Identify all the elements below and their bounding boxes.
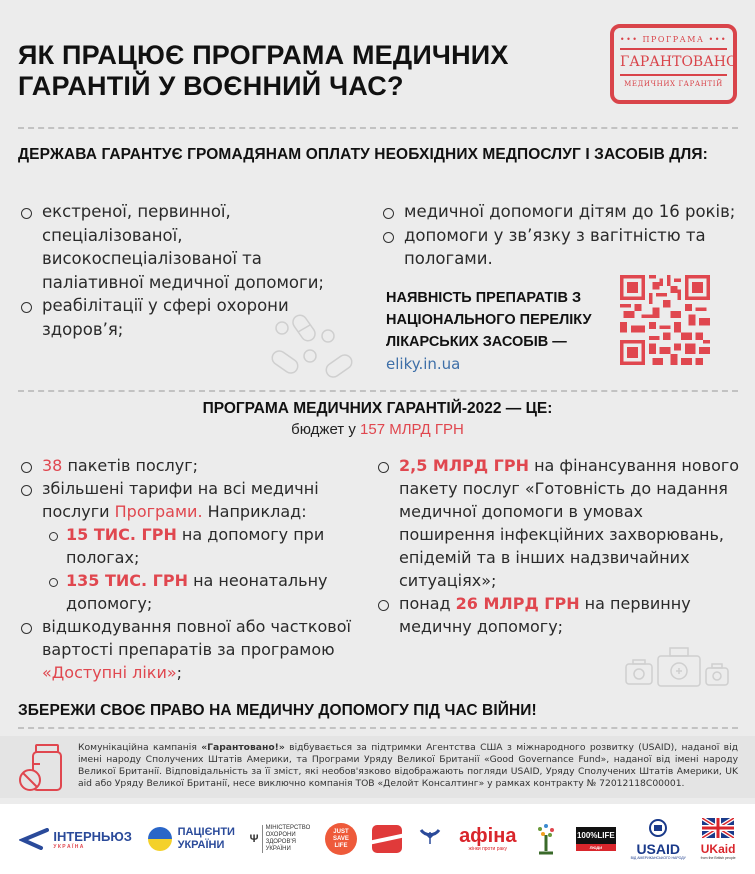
sub-list (46, 523, 363, 615)
list-item: медичної допомоги дітям до 16 років; (380, 200, 750, 224)
garantovano-stamp-logo (610, 24, 737, 104)
title-line-1: ЯК ПРАЦЮЄ ПРОГРАМА МЕДИЧНИХ (18, 40, 509, 70)
tree-icon (531, 821, 561, 857)
logo-just-save-life: JUST SAVE LIFE (325, 823, 357, 855)
divider (18, 127, 738, 129)
eliky-heading-2: НАЦІОНАЛЬНОГО ПЕРЕЛІКУ (386, 312, 592, 328)
budget-line (0, 421, 755, 438)
medicine-bottle-icon (18, 742, 68, 794)
logo-ukaid: UKaid from the British people (701, 818, 736, 860)
eliky-block (386, 287, 592, 376)
logo-usaid: USAID ВІД АМЕРИКАНСЬКОГО НАРОДУ (631, 819, 686, 860)
logo-100-life: 100%LIFE ЛЮДИ (576, 827, 616, 851)
list-item: відшкодування повної або часткової вартості препаратів за програмою «Доступні ліки»; (18, 615, 363, 684)
stamp-middle-text: ГАРАНТОВАНО (620, 48, 727, 76)
logo-ministry-of-health: Ψ МІНІСТЕРСТВО ОХОРОНИ ЗДОРОВ'Я УКРАЇНИ (249, 825, 311, 852)
section1-right-list (380, 200, 750, 271)
title-line-2: ГАРАНТІЙ У ВОЄННИЙ ЧАС? (18, 71, 404, 101)
sub-list-item: 15 ТИС. ГРН на допомогу при пологах; (46, 523, 363, 569)
divider (18, 390, 738, 392)
union-jack-icon (702, 818, 734, 838)
eliky-heading-1: НАЯВНІСТЬ ПРЕПАРАТІВ З (386, 290, 582, 306)
stamp-bottom-text: МЕДИЧНИХ ГАРАНТІЙ (624, 80, 723, 88)
logo-red-badge (372, 825, 402, 853)
section2-left-list (18, 454, 363, 684)
packages-count: 38 (42, 456, 63, 475)
logo-blue-crescent (416, 824, 444, 854)
crescent-tree-icon (416, 824, 444, 854)
section2-heading: ПРОГРАМА МЕДИЧНИХ ГАРАНТІЙ-2022 — ЦЕ: (202, 400, 553, 417)
list-item: понад 26 МЛРД ГРН на первинну медичну допомогу; (375, 592, 740, 638)
logo-patients-of-ukraine: ПАЦІЄНТИ УКРАЇНИ (147, 826, 235, 852)
page-title (18, 40, 509, 102)
pills-decoration-icon (262, 308, 362, 388)
logo-internews: ІНТЕРНЬЮЗ У К Р А Ї Н А (19, 828, 132, 850)
list-item: екстреної, первинної, спеціалізованої, високоспеціалізованої та паліативної медичної допомоги; (18, 200, 338, 294)
section2-right-list (375, 454, 740, 638)
ukraine-flag-circle-icon (147, 826, 173, 852)
stamp-top-text: ••• ПРОГРАМА ••• (619, 35, 728, 44)
eliky-link[interactable]: eliky.in.ua (386, 355, 461, 373)
usaid-seal-icon (649, 819, 667, 837)
logo-afina: афіна жінки проти раку (459, 825, 517, 852)
list-item: допомоги у зв’язку з вагітністю та пологами. (380, 224, 750, 271)
disclaimer-text: Комунікаційна кампанія «Гарантовано!» відбувається за підтримки Агентства США з міжнародного розвитку (USAID), наданої від імені народу Сполучених Штатів Америки, та Програми Уряду Великої Британії «Good Governance Fund», наданої від імені народу Великої Британії. Відповідальність за її зміст, які необов'язково відображають погляди USAID, Уряду Сполучених Штатів Америки, UK aid або Уряду Великої Британії, несе виключно компанія ТОВ «Делойт Консалтинг» у рамках контракту № 72012118C00001. (78, 742, 739, 789)
first-aid-kits-icon (622, 640, 732, 688)
list-item: 2,5 МЛРД ГРН на фінансування нового пакету послуг «Готовність до надання медичної допомоги в умовах поширення інфекційних захворювань, епідемій та в інших надзвичайних ситуаціях»; (375, 454, 740, 592)
divider (18, 727, 738, 729)
budget-prefix: бюджет у (291, 421, 356, 438)
list-item: реабілітації у сфері охорони здоров’я; (18, 294, 338, 341)
partner-logos-bar (0, 804, 755, 874)
budget-value: 157 МЛРД ГРН (360, 421, 464, 438)
disclaimer-block (0, 736, 755, 798)
trident-icon: Ψ (249, 833, 259, 845)
internews-chevron-icon (19, 828, 49, 850)
sub-list-item: 135 ТИС. ГРН на неонатальну допомогу; (46, 569, 363, 615)
qr-code-icon[interactable] (620, 274, 710, 366)
list-item: збільшені тарифи на всі медичні послуги Програми. Наприклад: 15 ТИС. ГРН на допомогу при пологах; 135 ТИС. ГРН на неонатальну допомогу; (18, 477, 363, 615)
logo-tree (531, 821, 561, 857)
section1-heading: ДЕРЖАВА ГАРАНТУЄ ГРОМАДЯНАМ ОПЛАТУ НЕОБХІДНИХ МЕДПОСЛУГ І ЗАСОБІВ ДЛЯ: (18, 146, 708, 163)
call-to-action: ЗБЕРЕЖИ СВОЄ ПРАВО НА МЕДИЧНУ ДОПОМОГУ ПІД ЧАС ВІЙНИ! (18, 702, 537, 719)
list-item: 38 пакетів послуг; (18, 454, 363, 477)
eliky-heading-3: ЛІКАРСЬКИХ ЗАСОБІВ — (386, 334, 567, 350)
